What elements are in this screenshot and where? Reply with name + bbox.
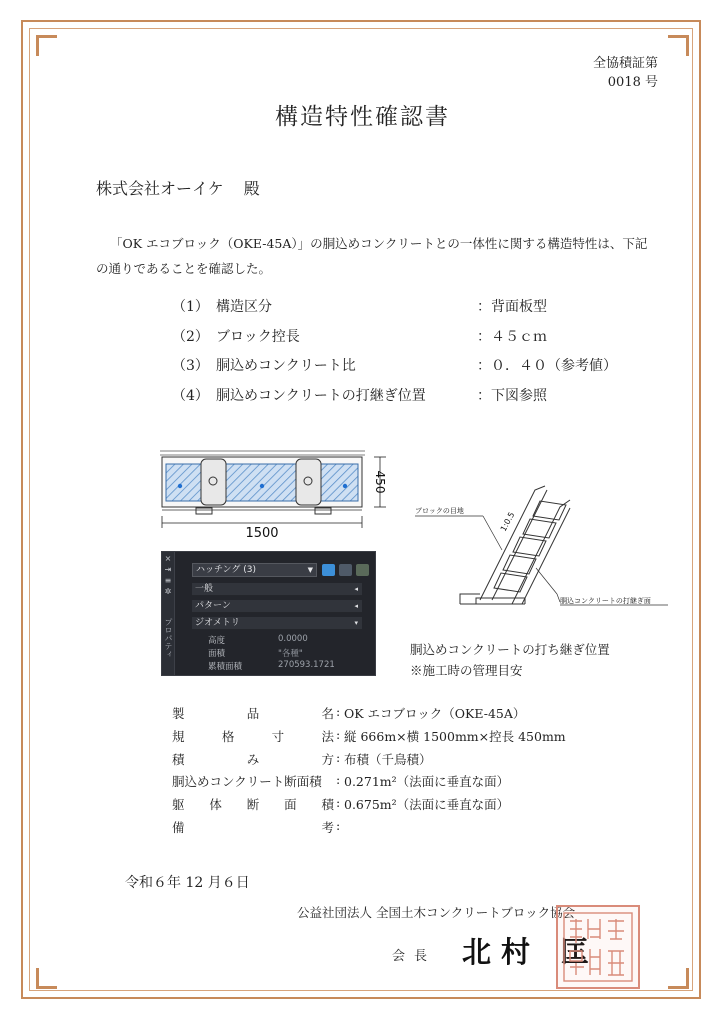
toggle-pickadd-icon[interactable] xyxy=(322,564,335,576)
colon: : xyxy=(336,795,341,810)
spec-label: ブロック控長 xyxy=(216,329,300,345)
spec-row xyxy=(172,385,632,407)
president-title: 会長 xyxy=(392,949,437,964)
cad-properties-panel xyxy=(161,551,376,676)
corner-ornament xyxy=(668,968,689,989)
spec-value: ：背面板型 xyxy=(477,299,547,315)
certificate-number xyxy=(593,54,658,92)
drawing-note: ※施工時の管理目安 xyxy=(410,663,523,678)
chevron-down-icon: ▼ xyxy=(307,566,313,574)
settings-icon[interactable]: ✲ xyxy=(164,587,172,596)
section-label: パターン xyxy=(195,601,231,611)
product-value: 布積（千鳥積） xyxy=(344,752,432,767)
prop-name: 高度 xyxy=(208,636,226,646)
spec-value: ：４５ｃｍ xyxy=(477,329,547,345)
prop-name: 累積面積 xyxy=(208,662,243,672)
drawing-caption: 胴込めコンクリートの打ち継ぎ位置 xyxy=(410,642,610,657)
panel-title: プロパティ xyxy=(164,618,173,658)
product-key: 備 考 xyxy=(172,820,334,835)
spec-label: 胴込めコンクリート比 xyxy=(216,358,356,374)
prop-value[interactable]: 0.0000 xyxy=(278,634,308,644)
product-value: 0.675m²（法面に垂直な面） xyxy=(344,797,510,812)
section-label: ジオメトリ xyxy=(195,618,240,628)
recipient-name: 株式会社オーイケ xyxy=(96,179,224,198)
section-pattern[interactable] xyxy=(192,600,362,613)
colon: : xyxy=(336,750,341,765)
spec-label: 構造区分 xyxy=(216,299,272,315)
chevron-down-icon: ▾ xyxy=(354,619,358,627)
spec-row xyxy=(172,296,632,318)
colon: : xyxy=(336,818,341,833)
seal-pattern xyxy=(558,907,638,987)
issuing-organization: 公益社団法人 全国土木コンクリートブロック協会 xyxy=(297,905,576,920)
recipient xyxy=(96,176,260,199)
panel-sidebar xyxy=(162,552,175,675)
pour-joint-label: 胴込コンクリートの打継ぎ面 xyxy=(560,597,651,605)
menu-icon[interactable]: ≡ xyxy=(164,576,172,585)
select-objects-icon[interactable] xyxy=(339,564,352,576)
certificate-number-line2: 0018 号 xyxy=(607,75,658,90)
quick-select-icon[interactable] xyxy=(356,564,369,576)
intro-paragraph: 「OK エコブロック（OKE-45A）」の胴込めコンクリートとの一体性に関する構造特性は、下記の通りであることを確認した。 xyxy=(96,236,648,276)
spec-number: （1） xyxy=(172,299,209,315)
product-value: 0.271m²（法面に垂直な面） xyxy=(344,774,510,789)
prop-value[interactable]: "各種" xyxy=(278,649,303,659)
corner-ornament xyxy=(36,968,57,989)
spec-number: （3） xyxy=(172,358,209,374)
colon: : xyxy=(336,727,341,742)
pin-icon[interactable]: ⇥ xyxy=(164,565,172,574)
recipient-honorific: 殿 xyxy=(243,179,260,198)
product-key: 躯 体 断 面 積 xyxy=(172,797,334,812)
spec-label: 胴込めコンクリートの打継ぎ位置 xyxy=(216,388,426,404)
colon: : xyxy=(336,704,341,719)
spec-row xyxy=(172,326,632,348)
spec-number: （4） xyxy=(172,388,209,404)
product-key: 積 み 方 xyxy=(172,752,334,767)
product-value: 縦 666m×横 1500mm×控長 450mm xyxy=(344,729,566,744)
spec-row xyxy=(172,355,632,377)
dropdown-value: ハッチング (3) xyxy=(196,565,256,575)
colon: : xyxy=(336,772,341,787)
section-label: 一般 xyxy=(195,584,214,594)
prop-name: 面積 xyxy=(208,649,226,659)
depth-dimension: 450 xyxy=(373,470,387,494)
corner-ornament xyxy=(668,35,689,56)
cross-section-drawing xyxy=(410,482,670,632)
prop-value[interactable]: 270593.1721 xyxy=(278,660,335,670)
document-title: 構造特性確認書 xyxy=(275,104,450,130)
chevron-left-icon: ◂ xyxy=(354,602,358,610)
product-key: 製 品 名 xyxy=(172,706,334,721)
close-icon[interactable]: × xyxy=(164,554,172,563)
section-geometry[interactable] xyxy=(192,617,362,630)
block-plan-drawing xyxy=(150,446,395,546)
product-value: OK エコブロック（OKE-45A） xyxy=(344,706,526,721)
issue-date: 令和６年 12 月６日 xyxy=(125,875,250,891)
section-general[interactable] xyxy=(192,583,362,596)
certificate-number-line1: 全協積証第 xyxy=(592,56,658,71)
product-key: 胴込めコンクリート断面積 xyxy=(172,774,322,789)
slope-label: 1:0.5 xyxy=(498,510,517,533)
president-signature: 北村 匡 xyxy=(462,935,600,969)
chevron-left-icon: ◂ xyxy=(354,585,358,593)
product-key: 規 格 寸 法 xyxy=(172,729,334,744)
official-seal xyxy=(556,905,640,989)
joint-label: ブロックの目地 xyxy=(415,507,464,515)
spec-value: ：下図参照 xyxy=(477,388,547,404)
spec-value: ：０．４０（参考値） xyxy=(477,358,617,374)
object-type-dropdown[interactable] xyxy=(192,563,317,577)
width-dimension: 1500 xyxy=(245,526,279,541)
spec-number: （2） xyxy=(172,329,209,345)
corner-ornament xyxy=(36,35,57,56)
